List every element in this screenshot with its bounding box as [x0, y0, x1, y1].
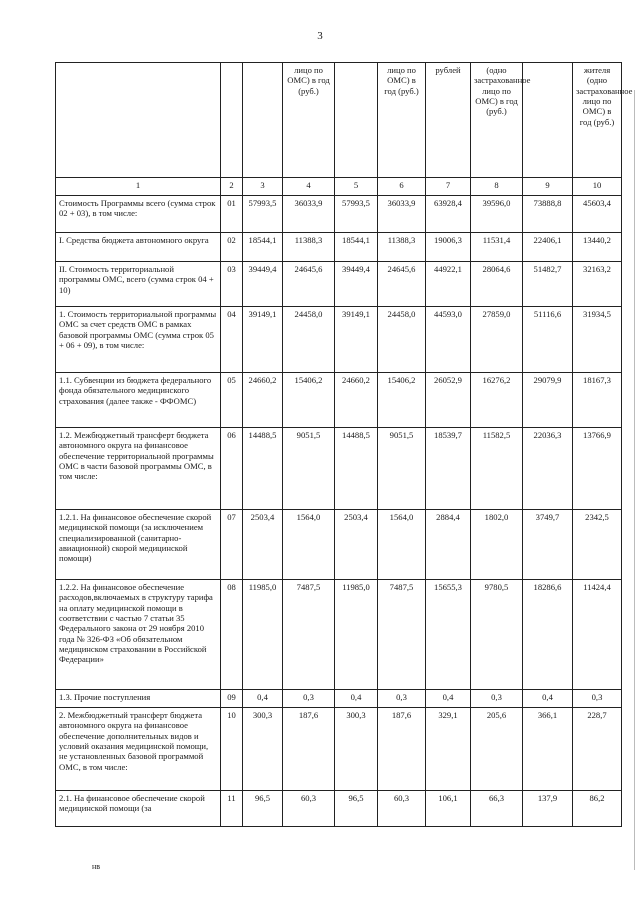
column-number: 5 — [335, 178, 378, 196]
value-cell: 66,3 — [471, 791, 523, 827]
value-cell: 14488,5 — [243, 428, 283, 510]
value-cell: 2342,5 — [573, 510, 622, 580]
financing-table — [55, 62, 633, 827]
value-cell: 96,5 — [243, 791, 283, 827]
table-row — [56, 510, 622, 580]
value-cell: 60,3 — [283, 791, 335, 827]
value-cell: 27859,0 — [471, 307, 523, 373]
row-code: 11 — [221, 791, 243, 827]
table-row — [56, 307, 622, 373]
value-cell: 187,6 — [283, 708, 335, 791]
row-code: 08 — [221, 580, 243, 690]
value-cell: 1564,0 — [283, 510, 335, 580]
value-cell: 329,1 — [426, 708, 471, 791]
row-code: 02 — [221, 233, 243, 262]
value-cell: 29079,9 — [523, 373, 573, 428]
value-cell: 28064,6 — [471, 262, 523, 307]
table-row — [56, 262, 622, 307]
value-cell: 36033,9 — [378, 196, 426, 233]
value-cell: 9051,5 — [283, 428, 335, 510]
value-cell: 11388,3 — [283, 233, 335, 262]
value-cell: 11531,4 — [471, 233, 523, 262]
value-cell: 15655,3 — [426, 580, 471, 690]
page-number: 3 — [317, 30, 323, 42]
row-label: 2.1. На финансовое обеспечение скорой медицинской помощи (за — [56, 791, 221, 827]
table-row — [56, 196, 622, 233]
value-cell: 22406,1 — [523, 233, 573, 262]
value-cell: 11388,3 — [378, 233, 426, 262]
table-row — [56, 580, 622, 690]
table-row — [56, 428, 622, 510]
value-cell: 9051,5 — [378, 428, 426, 510]
row-label: 1.3. Прочие поступления — [56, 690, 221, 708]
value-cell: 2503,4 — [243, 510, 283, 580]
header-cell — [221, 63, 243, 178]
value-cell: 39596,0 — [471, 196, 523, 233]
value-cell: 45603,4 — [573, 196, 622, 233]
row-code: 03 — [221, 262, 243, 307]
value-cell: 15406,2 — [283, 373, 335, 428]
header-cell — [523, 63, 573, 178]
value-cell: 44593,0 — [426, 307, 471, 373]
value-cell: 9780,5 — [471, 580, 523, 690]
value-cell: 15406,2 — [378, 373, 426, 428]
value-cell: 7487,5 — [283, 580, 335, 690]
column-number: 2 — [221, 178, 243, 196]
value-cell: 18544,1 — [243, 233, 283, 262]
row-label: 1.2.1. На финансовое обеспечение скорой медицинской помощи (за исключением специализированной (санитарно-авиационной) скорой медицинской помощи) — [56, 510, 221, 580]
value-cell: 26052,9 — [426, 373, 471, 428]
value-cell: 228,7 — [573, 708, 622, 791]
header-cell: (одно застрахованное лицо по ОМС) в год (руб.) — [471, 63, 523, 178]
value-cell: 24645,6 — [283, 262, 335, 307]
table-row — [56, 373, 622, 428]
value-cell: 86,2 — [573, 791, 622, 827]
value-cell: 0,4 — [243, 690, 283, 708]
value-cell: 63928,4 — [426, 196, 471, 233]
value-cell: 51482,7 — [523, 262, 573, 307]
value-cell: 39149,1 — [335, 307, 378, 373]
table-row — [56, 690, 622, 708]
header-cell — [56, 63, 221, 178]
value-cell: 0,3 — [378, 690, 426, 708]
value-cell: 11985,0 — [335, 580, 378, 690]
value-cell: 300,3 — [243, 708, 283, 791]
header-cell — [243, 63, 283, 178]
row-label: 1. Стоимость территориальной программы ОМС за счет средств ОМС в рамках базовой программы ОМС (сумма строк 05 + 06 + 09), в том числе: — [56, 307, 221, 373]
value-cell: 22036,3 — [523, 428, 573, 510]
header-cell: жителя (одно застрахованное лицо по ОМС) в год (руб.) — [573, 63, 622, 178]
value-cell: 31934,5 — [573, 307, 622, 373]
value-cell: 44922,1 — [426, 262, 471, 307]
value-cell: 18544,1 — [335, 233, 378, 262]
value-cell: 18539,7 — [426, 428, 471, 510]
value-cell: 73888,8 — [523, 196, 573, 233]
row-code: 07 — [221, 510, 243, 580]
value-cell: 24660,2 — [335, 373, 378, 428]
value-cell: 187,6 — [378, 708, 426, 791]
value-cell: 24660,2 — [243, 373, 283, 428]
table-row — [56, 791, 622, 827]
value-cell: 32163,2 — [573, 262, 622, 307]
value-cell: 57993,5 — [335, 196, 378, 233]
header-cell: рублей — [426, 63, 471, 178]
header-row — [56, 63, 622, 178]
row-code: 01 — [221, 196, 243, 233]
value-cell: 39449,4 — [243, 262, 283, 307]
value-cell: 19006,3 — [426, 233, 471, 262]
row-label: 1.2.2. На финансовое обеспечение расходов,включаемых в структуру тарифа на оплату медицинской помощи в соответствии с частью 7 статьи 35 Федерального закона от 29 ноября 2010 года № 326-ФЗ «Об обязательном медицинском страховании в Российской Федерации» — [56, 580, 221, 690]
value-cell: 0,4 — [523, 690, 573, 708]
value-cell: 300,3 — [335, 708, 378, 791]
table-row — [56, 233, 622, 262]
value-cell: 24645,6 — [378, 262, 426, 307]
row-label: 2. Межбюджетный трансферт бюджета автономного округа на финансовое обеспечение дополнительных видов и условий оказания медицинской помощи, не установленных базовой программой ОМС, в том числе: — [56, 708, 221, 791]
value-cell: 24458,0 — [283, 307, 335, 373]
value-cell: 14488,5 — [335, 428, 378, 510]
value-cell: 1802,0 — [471, 510, 523, 580]
row-label: 1.1. Субвенции из бюджета федерального фонда обязательного медицинского страхования (далее также - ФФОМС) — [56, 373, 221, 428]
value-cell: 0,3 — [573, 690, 622, 708]
row-label: II. Стоимость территориальной программы ОМС, всего (сумма строк 04 + 10) — [56, 262, 221, 307]
value-cell: 24458,0 — [378, 307, 426, 373]
value-cell: 0,3 — [283, 690, 335, 708]
value-cell: 1564,0 — [378, 510, 426, 580]
row-label: 1.2. Межбюджетный трансферт бюджета автономного округа на финансовое обеспечение территориальной программы ОМС в части базовой программы ОМС, в том числе: — [56, 428, 221, 510]
value-cell: 366,1 — [523, 708, 573, 791]
value-cell: 96,5 — [335, 791, 378, 827]
value-cell: 106,1 — [426, 791, 471, 827]
value-cell: 39449,4 — [335, 262, 378, 307]
row-code: 05 — [221, 373, 243, 428]
value-cell: 18167,3 — [573, 373, 622, 428]
footer-mark: нв — [92, 862, 101, 871]
value-cell: 11424,4 — [573, 580, 622, 690]
row-code: 06 — [221, 428, 243, 510]
value-cell: 36033,9 — [283, 196, 335, 233]
column-number-row — [56, 178, 622, 196]
value-cell: 0,3 — [471, 690, 523, 708]
header-cell: лицо по ОМС) в год (руб.) — [283, 63, 335, 178]
column-number: 1 — [56, 178, 221, 196]
value-cell: 11582,5 — [471, 428, 523, 510]
value-cell: 3749,7 — [523, 510, 573, 580]
column-number: 7 — [426, 178, 471, 196]
value-cell: 18286,6 — [523, 580, 573, 690]
row-code: 09 — [221, 690, 243, 708]
column-number: 8 — [471, 178, 523, 196]
value-cell: 60,3 — [378, 791, 426, 827]
column-number: 3 — [243, 178, 283, 196]
value-cell: 0,4 — [335, 690, 378, 708]
scan-margin-line — [634, 90, 635, 870]
value-cell: 205,6 — [471, 708, 523, 791]
value-cell: 16276,2 — [471, 373, 523, 428]
value-cell: 51116,6 — [523, 307, 573, 373]
value-cell: 13440,2 — [573, 233, 622, 262]
value-cell: 2884,4 — [426, 510, 471, 580]
column-number: 10 — [573, 178, 622, 196]
header-cell — [335, 63, 378, 178]
header-cell: лицо по ОМС) в год (руб.) — [378, 63, 426, 178]
column-number: 9 — [523, 178, 573, 196]
value-cell: 11985,0 — [243, 580, 283, 690]
value-cell: 0,4 — [426, 690, 471, 708]
value-cell: 13766,9 — [573, 428, 622, 510]
row-code: 10 — [221, 708, 243, 791]
column-number: 6 — [378, 178, 426, 196]
value-cell: 7487,5 — [378, 580, 426, 690]
row-label: Стоимость Программы всего (сумма строк 02 + 03), в том числе: — [56, 196, 221, 233]
row-label: I. Средства бюджета автономного округа — [56, 233, 221, 262]
value-cell: 2503,4 — [335, 510, 378, 580]
column-number: 4 — [283, 178, 335, 196]
table-row — [56, 708, 622, 791]
value-cell: 137,9 — [523, 791, 573, 827]
value-cell: 39149,1 — [243, 307, 283, 373]
row-code: 04 — [221, 307, 243, 373]
value-cell: 57993,5 — [243, 196, 283, 233]
